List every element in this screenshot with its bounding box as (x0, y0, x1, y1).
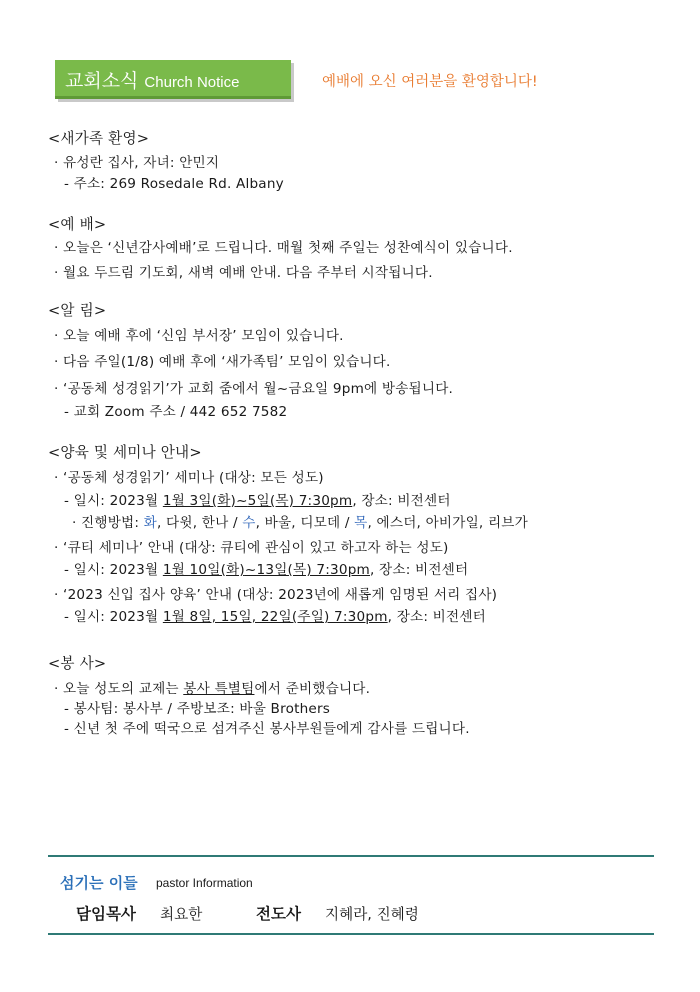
seminar-2-start: 1월 10일(화) (162, 562, 245, 578)
service-line: - 봉사팀: 봉사부 / 주방보조: 바울 Brothers (64, 701, 331, 717)
newcomers-address: - 주소: 269 Rosedale Rd. Albany (64, 176, 284, 192)
pastor-section-subtitle: pastor Information (156, 876, 253, 890)
service-heading: <봉 사> (48, 655, 107, 672)
worship-line: · 오늘은 ‘신년감사예배’로 드립니다. 매월 첫째 주일는 성찬예식이 있습니다. (54, 240, 513, 256)
announcement-line: · ‘공동체 성경읽기’가 교회 줌에서 월~금요일 9pm에 방송됩니다. (54, 381, 454, 397)
seminar-heading: <양육 및 세미나 안내> (48, 444, 202, 461)
title-korean: 교회소식 (65, 70, 139, 92)
seminar-3-date: - 일시: 2023월 1월 8일, 15일, 22일(주일) 7:30pm, 장소: 비전센터 (64, 609, 486, 625)
seminar-1-start: 1월 3일(화) (162, 493, 237, 509)
day-thu: 목 (354, 515, 368, 531)
pastor-section-title: 섬기는 이들 (60, 874, 138, 892)
service-line: · 오늘 성도의 교제는 봉사 특별팀에서 준비했습니다. (54, 681, 371, 697)
seminar-3-title: · ‘2023 신입 집사 양육’ 안내 (대상: 2023년에 새롭게 임명된 서리 집사) (54, 587, 498, 603)
day-wed: 수 (242, 515, 256, 531)
role-evangelist: 전도사 (256, 905, 301, 923)
seminar-1-title: · ‘공동체 성경읽기’ 세미나 (대상: 모든 성도) (54, 470, 324, 486)
announcements-heading: <알 림> (48, 302, 107, 319)
worship-heading: <예 배> (48, 216, 107, 233)
newcomers-line: · 유성란 집사, 자녀: 안민지 (54, 155, 220, 171)
role-senior-pastor: 담임목사 (76, 905, 136, 923)
day-tue: 화 (143, 515, 158, 531)
seminar-3-dates: 1월 8일, 15일, 22일(주일) 7:30pm (162, 609, 388, 625)
page-title (65, 66, 239, 93)
seminar-2-date: - 일시: 2023월 1월 10일(화)~13일(목) 7:30pm, 장소: 비전센터 (64, 562, 469, 578)
divider-bottom (48, 933, 654, 935)
seminar-1-date: - 일시: 2023월 1월 3일(화)~5일(목) 7:30pm, 장소: 비전센터 (64, 493, 451, 509)
announcement-line: · 다음 주일(1/8) 예배 후에 ‘새가족팀’ 모임이 있습니다. (54, 354, 391, 370)
seminar-1-end: 5일(목) 7:30pm (247, 493, 353, 509)
service-team: 봉사 특별팀 (183, 681, 255, 697)
title-english: Church Notice (144, 74, 240, 91)
senior-pastor-name: 최요한 (160, 906, 203, 923)
announcement-line: · 오늘 예배 후에 ‘신임 부서장’ 모임이 있습니다. (54, 328, 344, 344)
seminar-1-method: · 진행방법: 화, 다윗, 한나 / 수, 바울, 디모데 / 목, 에스더, 아비가일, 리브가 (72, 515, 528, 531)
seminar-2-title: · ‘큐티 세미나’ 안내 (대상: 큐티에 관심이 있고 하고자 하는 성도) (54, 540, 449, 556)
evangelist-names: 지혜라, 진혜령 (325, 906, 419, 923)
seminar-2-end: 13일(목) 7:30pm (256, 562, 371, 578)
zoom-info: - 교회 Zoom 주소 / 442 652 7582 (64, 404, 288, 420)
divider-top (48, 855, 654, 857)
worship-line: · 월요 두드림 기도회, 새벽 예배 안내. 다음 주부터 시작됩니다. (54, 265, 433, 281)
newcomers-heading: <새가족 환영> (48, 130, 150, 147)
service-line: - 신년 첫 주에 떡국으로 섬겨주신 봉사부원들에게 감사를 드립니다. (64, 721, 470, 737)
welcome-message: 예배에 오신 여러분을 환영합니다! (322, 74, 538, 90)
